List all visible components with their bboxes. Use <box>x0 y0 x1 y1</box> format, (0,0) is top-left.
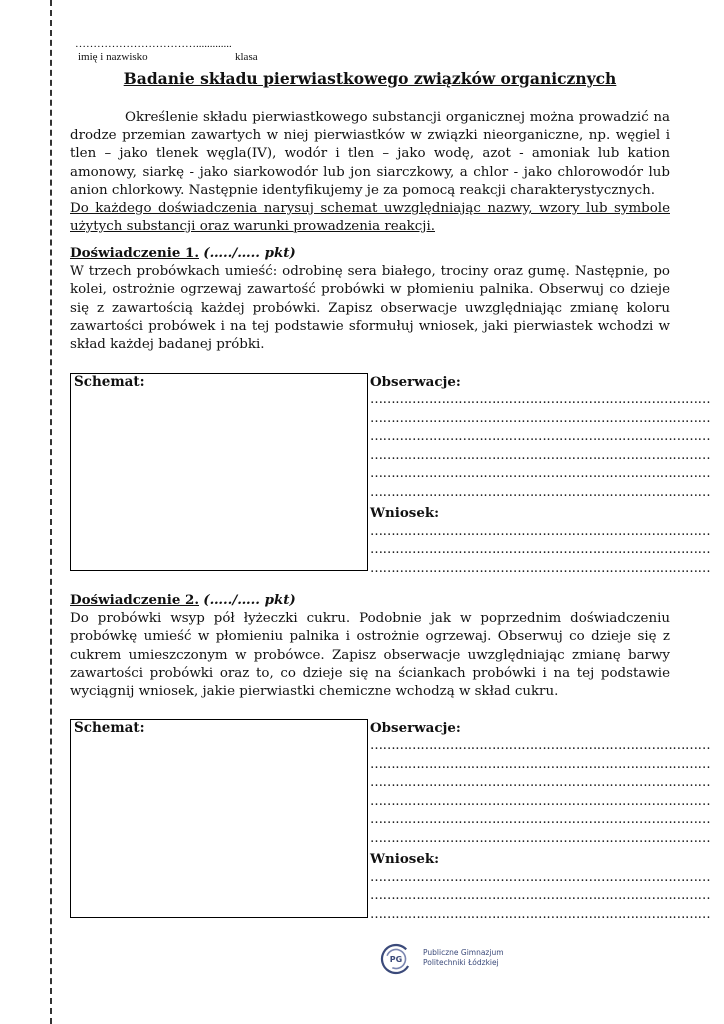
observation-line[interactable]: ……………………………………………………………………… <box>370 484 711 500</box>
school-logo-icon <box>380 943 418 975</box>
intro-instruction: Do każdego doświadczenia narysuj schemat uwzględniając nazwy, wzory lub symbole użytych substancji oraz warunki prowadzenia reakcji. <box>70 201 670 235</box>
observation-line[interactable]: ……………………………………………………………………… <box>370 392 711 407</box>
conclusion-line[interactable]: ……………………………………………………………………… <box>370 888 711 904</box>
conclusion-line[interactable]: ……………………………………………………………………… <box>370 523 711 539</box>
class-label: klasa <box>235 51 258 63</box>
observation-line[interactable]: ……………………………………………………………………… <box>370 812 711 828</box>
logo-text <box>423 948 504 968</box>
conclusion-line[interactable]: ……………………………………………………………………… <box>370 542 711 558</box>
school-logo <box>380 943 510 975</box>
header-labels <box>78 51 258 63</box>
observation-line[interactable]: ……………………………………………………………………… <box>370 429 711 445</box>
experiment-2 <box>70 591 670 701</box>
name-dots: ……………………………............. <box>75 38 232 50</box>
observations-label: Obserwacje: <box>370 374 461 390</box>
schema-label: Schemat: <box>74 374 145 390</box>
observation-line[interactable]: ……………………………………………………………………… <box>370 756 711 772</box>
intro-section <box>70 109 670 236</box>
conclusion-line[interactable]: ……………………………………………………………………… <box>370 560 711 576</box>
experiment-2-body: Do probówki wsyp pół łyżeczki cukru. Podobnie jak w poprzednim doświadczeniu probówkę umieść w płomieniu palnika i ostrożnie ogrzewaj. Obserwuj co dzieje się z cukrem umieszczonym w probówce. Zapisz obserwacje uwzględniając zmianę barwy zawartości probówki oraz to, co dzieje się na ściankach probówki i na tej podstawie wyciągnij wniosek, jakie pierwiastki chemiczne wchodzą w skład cukru. <box>70 611 670 700</box>
logo-line-1: Publiczne Gimnazjum <box>423 948 504 957</box>
observation-line[interactable]: ……………………………………………………………………… <box>370 830 711 846</box>
experiment-1-points: (…../….. pkt) <box>203 245 296 261</box>
experiment-1-body: W trzech probówkach umieść: odrobinę sera białego, trociny oraz gumę. Następnie, po kolei, ostrożnie ogrzewaj zawartość probówki w płomieniu palnika. Obserwuj co dzieje się z zawartością każdej probówki. Zapisz obserwacje uwzględniając zmianę koloru zawartości probówek i na tej podstawie sformułuj wniosek, jaki pierwiastek wchodzi w skład każdej badanej próbki. <box>70 264 670 353</box>
conclusion-label: Wniosek: <box>370 850 440 867</box>
observations-label: Obserwacje: <box>370 720 461 736</box>
intro-paragraph: Określenie składu pierwiastkowego substancji organicznej można prowadzić na drodze przemian zawartych w niej pierwiastków w związki nieorganiczne, np. węgiel i tlen – jako tlenek węgla(IV), wodór i tlen – jako wodę, azot - amoniak lub kation amonowy, siarkę - jako siarkowodór lub jon siarczkowy, a chlor - jako chlorowodór lub anion chlorkowy. Następnie identyfikujemy je za pomocą reakcji charakterystycznych. <box>70 110 670 198</box>
observation-line[interactable]: ……………………………………………………………………… <box>370 410 711 426</box>
page-title: Badanie składu pierwiastkowego związków organicznych <box>123 69 617 88</box>
observation-line[interactable]: ……………………………………………………………………… <box>370 466 711 482</box>
observation-line[interactable]: ……………………………………………………………………… <box>370 447 711 463</box>
cut-line <box>50 0 52 1024</box>
logo-initials: PG <box>389 955 403 964</box>
conclusion-line[interactable]: ……………………………………………………………………… <box>370 869 711 885</box>
logo-line-2: Politechniki Łódzkiej <box>423 958 499 967</box>
experiment-2-title: Doświadczenie 2. <box>70 592 199 608</box>
experiment-1-schema-box[interactable] <box>70 373 368 571</box>
observation-line[interactable]: ……………………………………………………………………… <box>370 738 711 753</box>
experiment-1-title: Doświadczenie 1. <box>70 245 199 261</box>
experiment-2-points: (…../….. pkt) <box>203 592 296 608</box>
experiment-1 <box>70 244 670 354</box>
experiment-1-observations <box>370 373 711 578</box>
conclusion-line[interactable]: ……………………………………………………………………… <box>370 906 711 922</box>
experiment-2-schema-box[interactable] <box>70 719 368 918</box>
name-label: imię i nazwisko <box>78 51 148 63</box>
observation-line[interactable]: ……………………………………………………………………… <box>370 775 711 791</box>
schema-label: Schemat: <box>74 720 145 736</box>
conclusion-label: Wniosek: <box>370 504 440 521</box>
experiment-2-observations <box>370 719 711 924</box>
observation-line[interactable]: ……………………………………………………………………… <box>370 793 711 809</box>
